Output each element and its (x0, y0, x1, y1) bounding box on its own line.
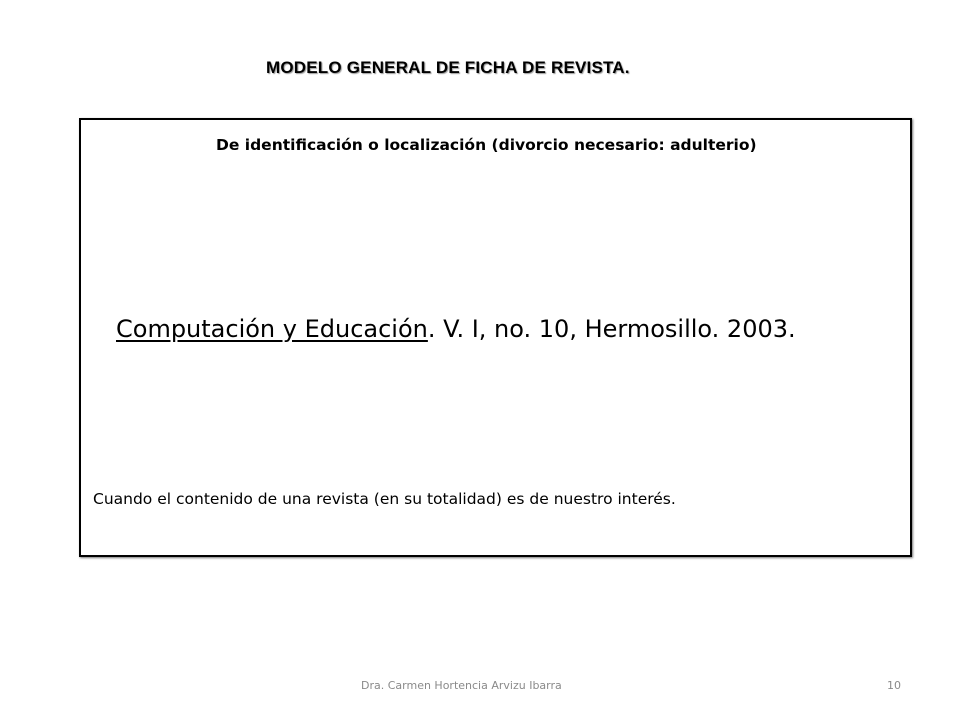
journal-card (79, 118, 912, 557)
card-note: Cuando el contenido de una revista (en su totalidad) es de nuestro interés. (93, 490, 676, 508)
journal-title: Computación y Educación (116, 315, 428, 343)
bibliographic-reference (116, 309, 886, 350)
footer-page-number: 10 (887, 679, 901, 692)
card-heading: De identificación o localización (divorcio necesario: adulterio) (216, 136, 757, 154)
slide-title: MODELO GENERAL DE FICHA DE REVISTA. (266, 58, 630, 77)
footer-author: Dra. Carmen Hortencia Arvizu Ibarra (361, 679, 562, 692)
reference-details: . V. I, no. 10, Hermosillo. 2003. (427, 315, 796, 343)
